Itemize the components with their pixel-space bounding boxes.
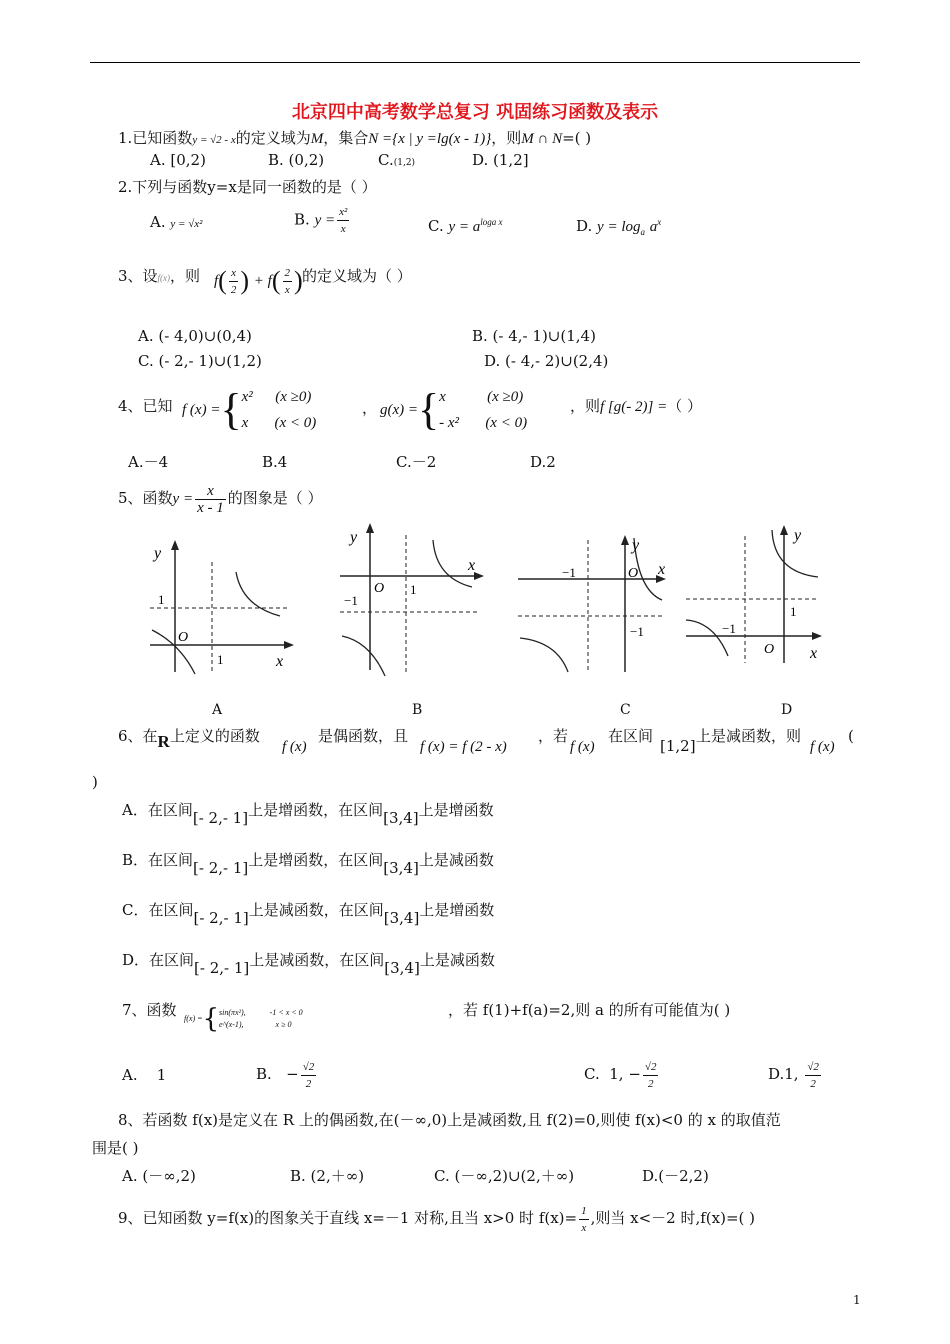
q4-f-definition: f (x) ={x² (x ≥0) x (x < 0) xyxy=(182,385,317,434)
q3-stem-end: 的定义域为（ ） xyxy=(302,267,412,285)
q6-option-a: A．在区间[- 2,- 1]上是增函数，在区间[3,4]上是增函数 xyxy=(122,801,494,827)
q4-stem-end: ，则f [g(- 2)] =（ ） xyxy=(570,397,702,415)
question-4-stem: 4、已知 xyxy=(118,397,173,415)
q1-option-a: A. [0,2) xyxy=(150,151,206,169)
graph-b-neg-one: −1 xyxy=(344,593,358,608)
q6-interval: [1,2] xyxy=(660,737,696,755)
q6-stem-f: 上是减函数，则 xyxy=(696,727,802,745)
q6-option-b: B．在区间[- 2,- 1]上是增函数，在区间[3,4]上是减函数 xyxy=(122,851,494,877)
graph-d-neg-one: −1 xyxy=(722,621,736,636)
graph-b-origin: O xyxy=(374,581,385,596)
graph-a-label: A xyxy=(212,702,223,718)
question-6: 6、在R上定义的函数 xyxy=(118,727,260,751)
q8-option-b: B. (2,＋∞) xyxy=(290,1167,365,1185)
q4-option-a: A.－4 xyxy=(128,453,169,471)
q1-set-n: N ={x | y =lg(x - 1)} xyxy=(368,131,492,147)
q1-stem: 1.已知函数 xyxy=(118,129,193,147)
q1-option-d: D. (1,2] xyxy=(472,151,529,169)
q6-fx-2: f (x) xyxy=(570,739,595,755)
q1-intersection: M ∩ N xyxy=(521,131,563,147)
graph-a-x-one: 1 xyxy=(217,652,224,667)
graph-a xyxy=(140,532,300,682)
q2-option-a: A. y = √x² xyxy=(150,213,203,231)
q7-option-d: D.1, $\frac{√2}{2}$ xyxy=(768,1060,819,1090)
q6-fx-3: f (x) xyxy=(810,739,835,755)
q3-expression: f( $\frac{x}{2}$ ) + f( $\frac{2}{x}$ ) xyxy=(214,266,303,296)
q6-fx-1: f (x) xyxy=(282,739,307,755)
q4-option-c: C.－2 xyxy=(396,453,437,471)
graph-a-y-label: y xyxy=(154,545,162,562)
q1-answer-blank: =( ) xyxy=(562,129,592,147)
graph-a-origin: O xyxy=(178,630,189,645)
q6-paren-close: ) xyxy=(92,773,98,791)
q7-option-b: B. − $\frac{√2}{2}$ xyxy=(256,1060,315,1090)
question-8-line-2: 围是( ) xyxy=(92,1139,139,1157)
question-8-line-1: 8、若函数 f(x)是定义在 R 上的偶函数,在(－∞,0)上是减函数,且 f(2)=0,则使 f(x)<0 的 x 的取值范 xyxy=(118,1111,781,1129)
q6-equation: f (x) = f (2 - x) xyxy=(420,739,507,755)
question-2: 2.下列与函数y=x是同一函数的是（ ） xyxy=(118,178,377,196)
q6-paren-open: ( xyxy=(848,727,854,745)
graph-b-x-one: 1 xyxy=(410,582,417,597)
q1-option-b: B. (0,2) xyxy=(268,151,325,169)
q7-option-a: A. 1 xyxy=(122,1066,167,1084)
q3-option-a: A. (- 4,0)∪(0,4) xyxy=(138,327,252,345)
question-1 xyxy=(118,128,591,150)
graph-a-x-label: x xyxy=(276,653,284,670)
graph-b-x-label: x xyxy=(468,557,476,574)
graph-b-label: B xyxy=(412,702,423,718)
graph-c-origin: O xyxy=(628,566,639,581)
question-7-stem: 7、函数 xyxy=(122,1001,177,1019)
graph-d xyxy=(682,518,832,668)
q2-option-c: C. $y = a^{loga x}$ xyxy=(428,217,503,235)
q6-stem-c: 是偶函数，且 xyxy=(318,727,409,745)
q4-g-definition: g(x) ={x (x ≥0) - x² (x < 0) xyxy=(380,385,528,434)
graph-d-origin: O xyxy=(764,642,775,657)
graph-a-one-label: 1 xyxy=(158,592,165,607)
graph-d-one-label: 1 xyxy=(790,604,797,619)
q6-option-c: C．在区间[- 2,- 1]上是减函数，在区间[3,4]上是增函数 xyxy=(122,901,495,927)
q6-stem-e: 在区间 xyxy=(608,727,654,745)
q1-set-m: M xyxy=(310,131,324,147)
question-5: 5、函数y = $\frac{x}{x - 1}$ 的图象是（ ） xyxy=(118,482,323,516)
q3-option-d: D. (- 4,- 2)∪(2,4) xyxy=(484,352,609,370)
q1-formula: y = √2 - x xyxy=(192,134,236,146)
q8-option-c: C. (－∞,2)∪(2,＋∞) xyxy=(434,1167,575,1185)
q8-option-a: A. (－∞,2) xyxy=(122,1167,196,1185)
q1-stem-c: ，集合 xyxy=(323,129,369,147)
q2-option-b: B. y = $\frac{\text{x²}}{x}$ xyxy=(294,206,348,235)
q4-comma: ， xyxy=(362,399,378,417)
graph-c-y-label: y xyxy=(632,537,640,554)
graph-d-label: D xyxy=(781,702,793,718)
q1-stem-d: ，则 xyxy=(491,129,522,147)
q3-option-b: B. (- 4,- 1)∪(1,4) xyxy=(472,327,596,345)
graph-c-neg-one-y: −1 xyxy=(630,624,644,639)
graph-c-x-label: x xyxy=(658,561,666,578)
graph-c-label: C xyxy=(620,702,631,718)
q6-stem-d: ，若 xyxy=(538,727,569,745)
page-title: 北京四中高考数学总复习 巩固练习函数及表示 xyxy=(291,102,659,123)
q7-option-c: C. 1, − $\frac{√2}{2}$ xyxy=(584,1060,657,1090)
q1-option-c: C.(1,2) xyxy=(378,151,416,169)
graph-c-neg-one-x: −1 xyxy=(562,565,576,580)
q4-option-b: B.4 xyxy=(262,453,288,471)
q4-option-d: D.2 xyxy=(530,453,556,471)
graph-d-y-label: y xyxy=(794,527,802,544)
question-9: 9、已知函数 y=f(x)的图象关于直线 x=－1 对称,且当 x>0 时 f(x)= $\frac{1}{x}$ ,则当 x<－2 时,f(x)=( ) xyxy=(118,1204,756,1234)
q3-blurred-formula: f(x) xyxy=(157,273,171,283)
q2-option-d: D. $y = \log_a a^x$ xyxy=(576,217,662,237)
q1-stem-b: 的定义域为 xyxy=(235,129,311,147)
q3-option-c: C. (- 2,- 1)∪(1,2) xyxy=(138,352,262,370)
header-rule xyxy=(90,62,860,63)
q7-piecewise: f(x) ={sin(πx²), -1 < x < 0 e^(x-1), x ≥ 0 xyxy=(184,1004,303,1034)
question-3: 3、设f(x)，则 xyxy=(118,267,201,285)
page-number: 1 xyxy=(853,1293,861,1307)
q8-option-d: D.(－2,2) xyxy=(642,1167,709,1185)
graph-b xyxy=(330,520,490,680)
q7-stem-end: ，若 f(1)+f(a)=2,则 a 的所有可能值为( ) xyxy=(448,1001,731,1019)
graph-d-x-label: x xyxy=(810,645,818,662)
graph-c xyxy=(512,530,677,680)
q6-option-d: D．在区间[- 2,- 1]上是减函数，在区间[3,4]上是减函数 xyxy=(122,951,495,977)
graph-b-y-label: y xyxy=(350,529,358,546)
